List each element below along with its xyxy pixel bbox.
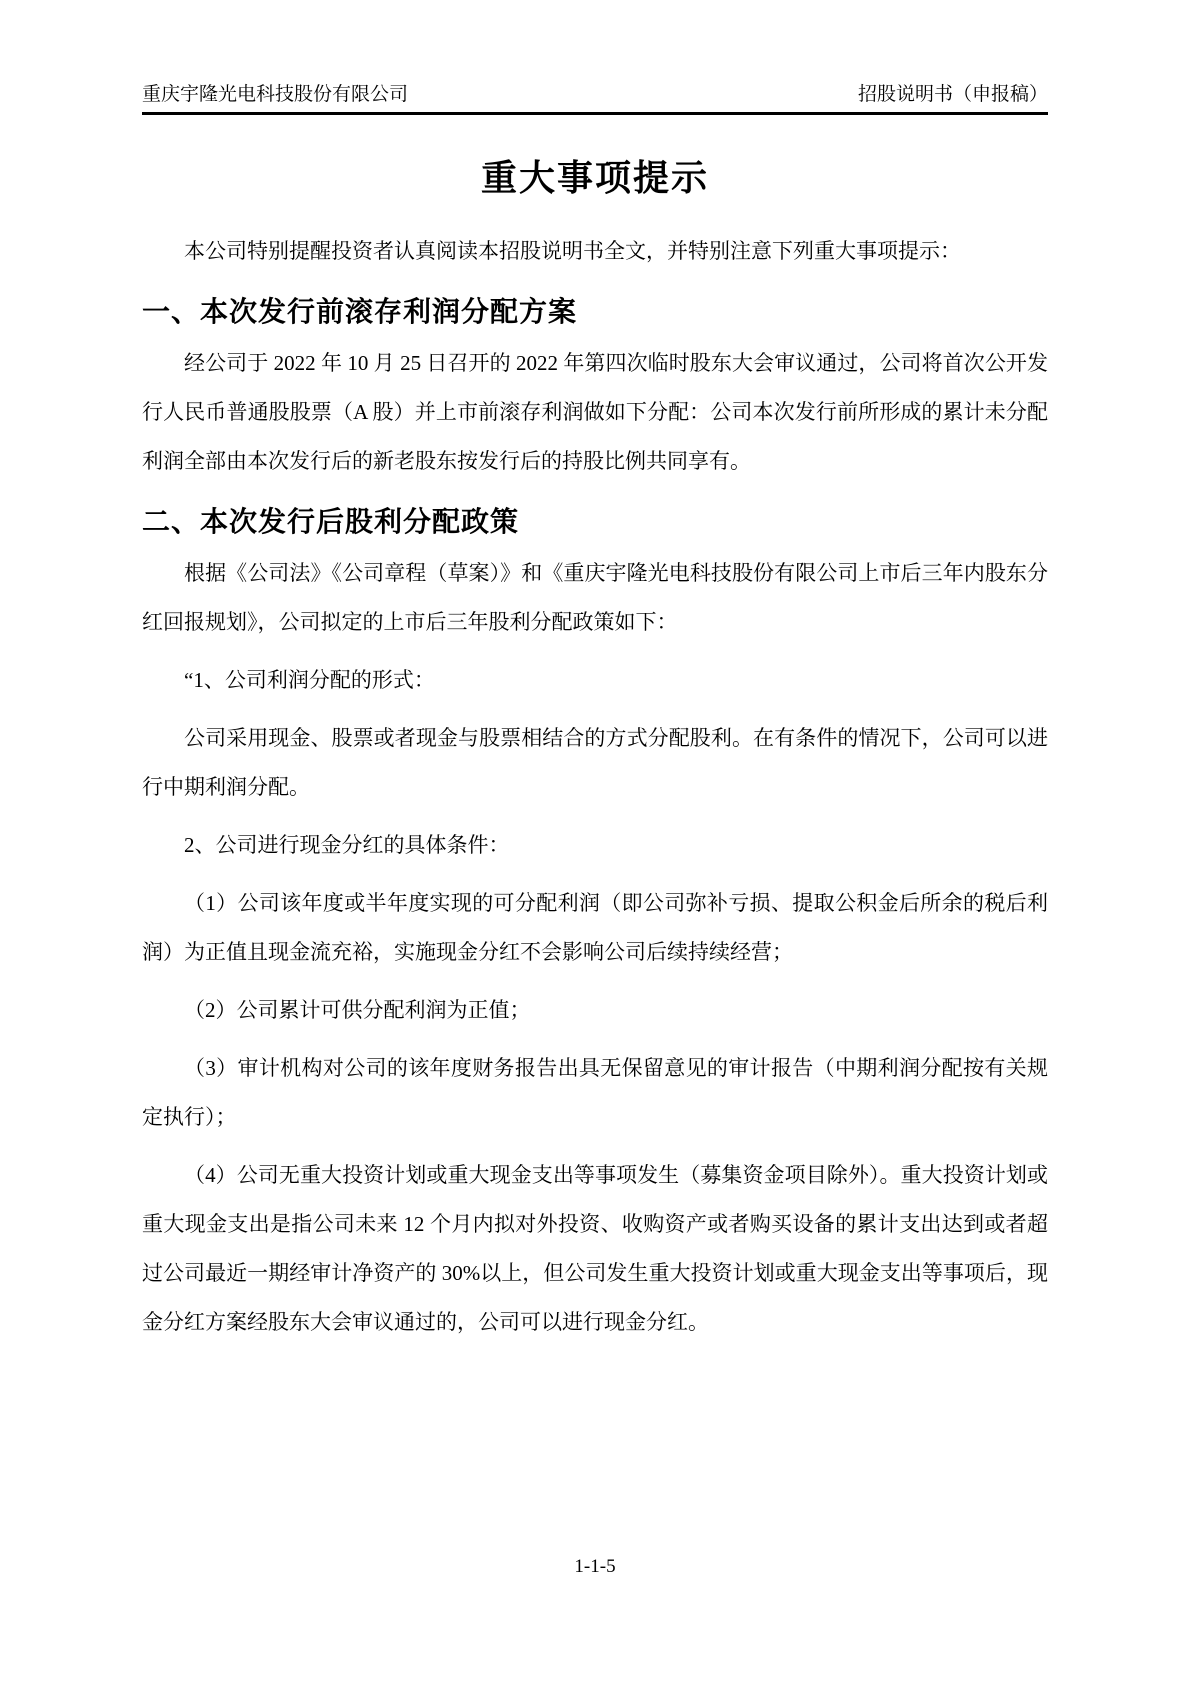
intro-paragraph: 本公司特别提醒投资者认真阅读本招股说明书全文，并特别注意下列重大事项提示： [184, 239, 961, 263]
section-2-paragraph-3: 公司采用现金、股票或者现金与股票相结合的方式分配股利。在有条件的情况下，公司可以进行中期利润分配。 [142, 726, 1048, 799]
header-company-name: 重庆宇隆光电科技股份有限公司 [142, 84, 409, 105]
page-header [142, 0, 1048, 115]
section-1-heading: 一、本次发行前滚存利润分配方案 [142, 296, 578, 327]
section-2-paragraph-2: “1、公司利润分配的形式： [184, 668, 435, 692]
page-title: 重大事项提示 [480, 157, 709, 198]
section-2-paragraph-7: （3）审计机构对公司的该年度财务报告出具无保留意见的审计报告（中期利润分配按有关规定执行）； [142, 1056, 1048, 1129]
section-2-paragraph-4: 2、公司进行现金分红的具体条件： [184, 833, 510, 857]
section-2-paragraph-1: 根据《公司法》《公司章程（草案）》和《重庆宇隆光电科技股份有限公司上市后三年内股东分红回报规划》，公司拟定的上市后三年股利分配政策如下： [142, 561, 1048, 634]
section-2-paragraph-5: （1）公司该年度或半年度实现的可分配利润（即公司弥补亏损、提取公积金后所余的税后利润）为正值且现金流充裕，实施现金分红不会影响公司后续持续经营； [142, 891, 1048, 964]
page-content [142, 0, 1048, 1347]
section-2-paragraph-8: （4）公司无重大投资计划或重大现金支出等事项发生（募集资金项目除外）。重大投资计划或重大现金支出是指公司未来 12 个月内拟对外投资、收购资产或者购买设备的累计支出达到或者超过公司最近一期经审计净资产的 30%以上，但公司发生重大投资计划或重大现金支出等事项后，现金分红方案经股东大会审议通过的，公司可以进行现金分红。 [142, 1163, 1048, 1334]
section-2-paragraph-6: （2）公司累计可供分配利润为正值； [184, 998, 531, 1022]
header-doc-type: 招股说明书（申报稿） [857, 84, 1048, 105]
section-1-paragraph-1: 经公司于 2022 年 10 月 25 日召开的 2022 年第四次临时股东大会审议通过，公司将首次公开发行人民币普通股股票（A 股）并上市前滚存利润做如下分配：公司本次发行前所形成的累计未分配利润全部由本次发行后的新老股东按发行后的持股比例共同享有。 [142, 351, 1048, 473]
section-2-heading: 二、本次发行后股利分配政策 [142, 506, 520, 537]
page-number: 1-1-5 [574, 1556, 616, 1577]
